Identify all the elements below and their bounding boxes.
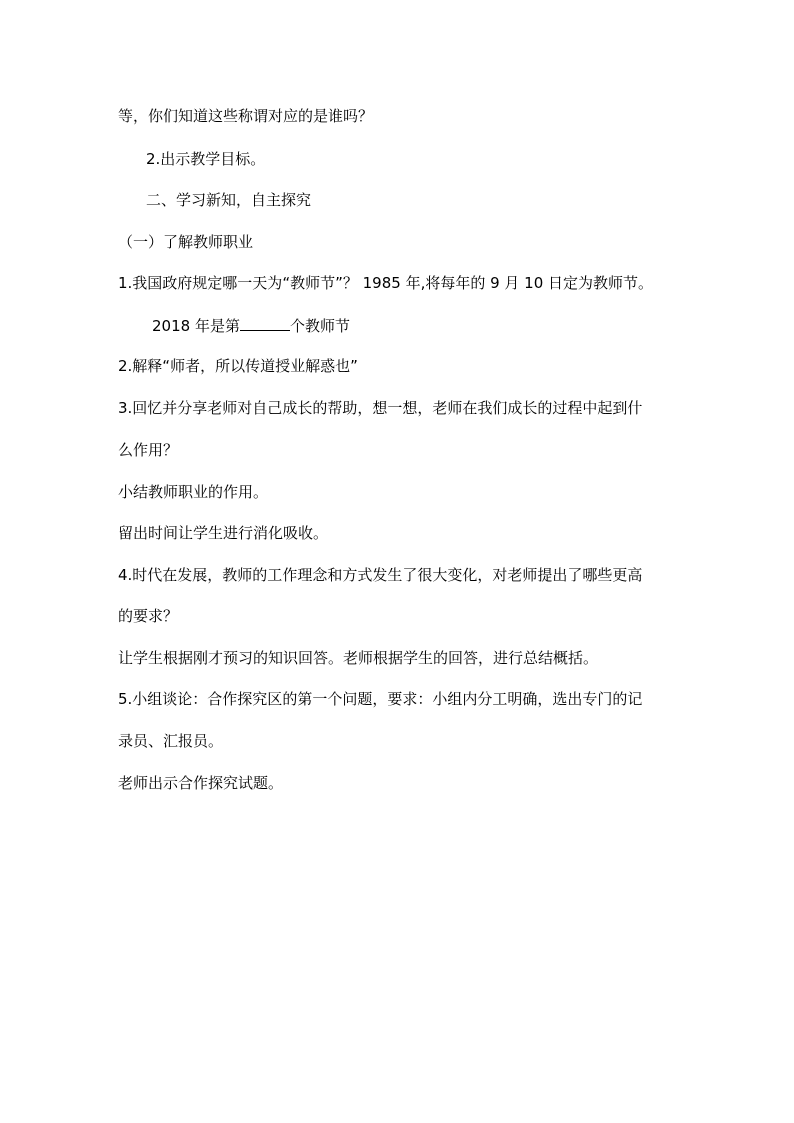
closing-line: 老师出示合作探究试题。: [118, 774, 284, 792]
question-2: 2.解释“师者，所以传道授业解惑也”: [118, 357, 358, 375]
fill-in-blank-line: [152, 315, 350, 336]
question-1: 1.我国政府规定哪一天为“教师节”？ 1985 年,将每年的 9 月 10 日定为教师节。: [118, 274, 654, 292]
answer-blank: [240, 315, 290, 331]
question-4: 4.时代在发展，教师的工作理念和方式发生了很大变化，对老师提出了哪些更高: [118, 566, 643, 584]
paragraph-line: 等，你们知道这些称谓对应的是谁吗？: [118, 107, 374, 125]
question-5-continued: 录员、汇报员。: [118, 732, 224, 750]
question-3: 3.回忆并分享老师对自己成长的帮助，想一想，老师在我们成长的过程中起到什: [118, 399, 643, 417]
question-5: 5.小组谈论：合作探究区的第一个问题，要求：小组内分工明确，选出专门的记: [118, 690, 643, 708]
question-4-continued: 的要求？: [118, 607, 179, 625]
summary-line: 小结教师职业的作用。: [118, 483, 269, 501]
digest-time-line: 留出时间让学生进行消化吸收。: [118, 524, 329, 542]
subsection-heading: （一）了解教师职业: [118, 233, 254, 251]
fill-in-prefix: 2018 年是第: [152, 317, 240, 335]
answer-instruction-line: 让学生根据刚才预习的知识回答。老师根据学生的回答，进行总结概括。: [118, 649, 599, 667]
section-heading: 二、学习新知，自主探究: [146, 191, 312, 209]
teaching-goal-item: 2.出示教学目标。: [146, 150, 266, 168]
question-3-continued: 么作用？: [118, 441, 179, 459]
fill-in-suffix: 个教师节: [289, 317, 350, 335]
